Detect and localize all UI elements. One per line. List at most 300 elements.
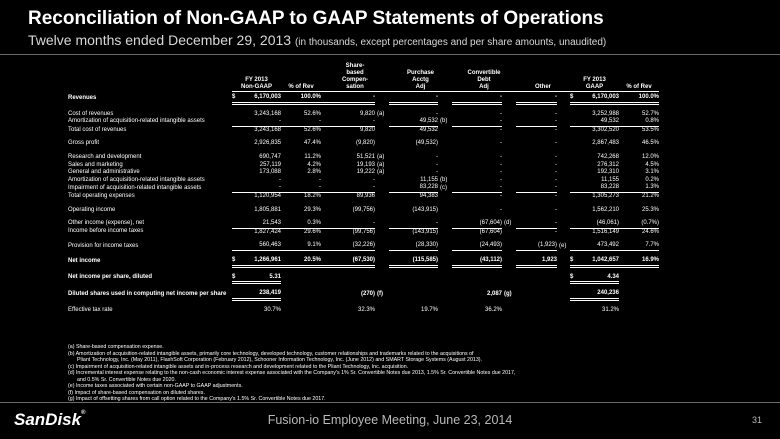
- footnote-line: (b) Amortization of acquisition-related intangible assets, primarily core technology, developed technology, customer relationships and trademarks related to the acquisitions of: [68, 350, 474, 357]
- header-cell: Adj: [452, 84, 516, 92]
- convertible-debt-footnote: [502, 274, 516, 283]
- convertible-debt-footnote: [502, 192, 516, 200]
- sbc-footnote: [375, 242, 389, 250]
- purchase-acctg-value: -: [389, 220, 438, 228]
- gaap-value: 3,252,988: [592, 110, 619, 117]
- sbc-value: -: [321, 118, 375, 126]
- other-value: -: [555, 161, 557, 168]
- other-value: -: [555, 169, 557, 176]
- gaap-value: 192,310: [597, 169, 619, 176]
- header-cell: [516, 63, 570, 70]
- gaap-value: 276,312: [597, 161, 619, 168]
- other-value: [516, 274, 557, 283]
- row-label: Cost of revenues: [68, 110, 114, 117]
- purchase-acctg-footnote: [438, 126, 452, 134]
- purchase-acctg-footnote: [438, 220, 452, 228]
- dollar-sign: [570, 154, 577, 162]
- non-gaap-pct: 47.4%: [303, 140, 321, 147]
- gaap-value: 6,170,003: [577, 94, 619, 103]
- sbc-footnote: (a): [377, 153, 385, 160]
- row-label: Provision for income taxes: [68, 242, 139, 249]
- sbc-footnote: [375, 177, 389, 185]
- row-label: Effective tax rate: [68, 306, 113, 313]
- non-gaap-pct: 9.1%: [281, 242, 321, 250]
- non-gaap-value: 21,543: [239, 220, 281, 228]
- purchase-acctg-footnote: (c): [440, 184, 447, 191]
- convertible-debt-value: -: [452, 184, 502, 192]
- row-label: Revenues: [68, 94, 97, 101]
- table-row: [68, 184, 700, 192]
- gaap-pct: 3.1%: [645, 169, 659, 176]
- sbc-value: (32,226): [321, 242, 375, 250]
- other-footnote: [557, 169, 570, 177]
- convertible-debt-footnote: (g): [504, 290, 512, 297]
- non-gaap-pct: -: [281, 184, 321, 192]
- row-label: General and administrative: [68, 169, 140, 176]
- other-footnote: [557, 126, 570, 134]
- spacer-row: [68, 299, 700, 307]
- purchase-acctg-footnote: [438, 242, 452, 250]
- non-gaap-pct: 4.2%: [307, 161, 321, 168]
- other-footnote: [557, 290, 570, 299]
- gaap-pct: [619, 274, 659, 283]
- sbc-footnote: [375, 257, 389, 266]
- gaap-pct: 25.3%: [641, 206, 659, 213]
- gaap-value: 3,302,520: [592, 126, 619, 133]
- other-value: -: [555, 140, 557, 147]
- sbc-value: (99,756): [352, 228, 375, 235]
- purchase-acctg-value: [389, 290, 438, 299]
- other-footnote: [557, 220, 570, 228]
- purchase-acctg-value: (28,330): [389, 242, 438, 250]
- other-value: -: [555, 126, 557, 133]
- gaap-pct: 53.5%: [641, 126, 659, 133]
- footnote-line: (f) Impact of share-based compensation on diluted shares.: [68, 389, 205, 396]
- header-cell: [232, 70, 281, 77]
- footnote-line: (g) Impact of offsetting shares from call option related to the Company's 1.5% Sr. Convertible Notes due 2017.: [68, 396, 326, 402]
- other-footnote: (e): [559, 242, 567, 249]
- other-footnote: [557, 274, 570, 283]
- convertible-debt-value: (67,604): [452, 220, 502, 228]
- gaap-pct: 4.5%: [645, 161, 659, 168]
- convertible-debt-value: [452, 274, 502, 283]
- non-gaap-value: 3,243,168: [254, 126, 281, 133]
- other-value: -: [516, 94, 557, 103]
- logo-text: SanDisk: [14, 410, 82, 429]
- dollar-sign: [570, 169, 577, 177]
- convertible-debt-footnote: [502, 94, 516, 103]
- footnote-line: and 0.5% Sr. Convertible Notes due 2020.: [77, 376, 176, 383]
- other-footnote: [557, 184, 570, 192]
- purchase-acctg-footnote: [438, 290, 452, 299]
- gaap-value: 473,492: [577, 242, 619, 250]
- non-gaap-pct: 0.3%: [281, 220, 321, 228]
- other-footnote: [557, 257, 570, 266]
- header-cell: sation: [321, 84, 389, 92]
- gaap-value: (46,061): [577, 220, 619, 228]
- sbc-footnote: [375, 307, 389, 315]
- table-row: [68, 118, 700, 126]
- non-gaap-value: 5.31: [239, 274, 281, 283]
- other-footnote: [557, 177, 570, 185]
- convertible-debt-footnote: [502, 177, 516, 185]
- purchase-acctg-footnote: [438, 192, 452, 200]
- reconciliation-table: [68, 63, 700, 314]
- gaap-pct: (0.7%): [619, 220, 659, 228]
- sandisk-logo: [14, 410, 86, 430]
- header-cell: [452, 63, 516, 70]
- purchase-acctg-value: (49,532): [415, 140, 438, 147]
- sbc-footnote: [375, 184, 389, 192]
- other-footnote: [557, 94, 570, 103]
- gaap-pct: 7.7%: [619, 242, 659, 250]
- footnote-line: Pliant Technology, Inc. (May 2011), FlashSoft Corporation (February 2012), Schooner Information Technology, Inc. (June 2012) and SMART Storage Systems (August 2013).: [77, 357, 483, 363]
- other-footnote: [557, 162, 570, 170]
- other-footnote: [557, 207, 570, 215]
- gaap-value: 1,305,273: [592, 192, 619, 199]
- purchase-acctg-value: -: [436, 161, 438, 168]
- sbc-footnote: (a): [377, 110, 385, 117]
- sbc-value: (270): [360, 290, 375, 297]
- spacer-cell: [68, 103, 700, 111]
- header-cell: Purchase: [406, 70, 434, 76]
- logo-registered-mark: ®: [81, 410, 86, 416]
- header-cell: [389, 63, 452, 70]
- header-cell: [619, 70, 659, 77]
- table-row: [68, 177, 700, 185]
- gaap-pct: 24.6%: [641, 228, 659, 235]
- purchase-acctg-value: -: [436, 153, 438, 160]
- other-value: -: [555, 176, 557, 183]
- spacer-row: [68, 266, 700, 274]
- sbc-value: (67,530): [321, 257, 375, 266]
- convertible-debt-value: 2,087: [486, 290, 502, 297]
- row-label: Operating income: [68, 206, 116, 213]
- slide-title: Reconciliation of Non-GAAP to GAAP Statements of Operations: [28, 8, 604, 29]
- convertible-debt-footnote: [502, 207, 516, 215]
- table-row: [68, 162, 700, 170]
- convertible-debt-value: -: [500, 153, 502, 160]
- non-gaap-value: 560,463: [239, 242, 281, 250]
- dollar-sign: [232, 162, 239, 170]
- other-value: -: [555, 206, 557, 213]
- convertible-debt-value: -: [500, 192, 502, 199]
- dollar-sign: [232, 242, 239, 250]
- sbc-value: 51,521: [356, 153, 375, 160]
- header-cell: % of Rev: [619, 84, 659, 92]
- non-gaap-value: 173,088: [259, 169, 281, 176]
- purchase-acctg-value: -: [436, 110, 438, 117]
- table-row: [68, 242, 700, 250]
- footnote-line: (a) Share-based compensation expense.: [68, 344, 164, 350]
- dollar-sign: $: [570, 257, 577, 266]
- spacer-cell: [68, 283, 700, 291]
- row-label: Net income per share, diluted: [68, 274, 153, 281]
- gaap-value: 1,042,657: [577, 257, 619, 266]
- gaap-pct: [619, 307, 659, 315]
- header-label-cell: [68, 63, 232, 70]
- sbc-value: 19,222: [356, 169, 375, 176]
- convertible-debt-value: (67,604): [479, 228, 502, 235]
- purchase-acctg-value: 49,532: [419, 126, 438, 133]
- purchase-acctg-footnote: [438, 257, 452, 266]
- dollar-sign: [232, 154, 239, 162]
- row-label: Amortization of acquisition-related intangible assets: [68, 176, 205, 183]
- convertible-debt-footnote: (d): [504, 220, 512, 227]
- header-label-cell: [68, 77, 232, 84]
- sbc-value: -: [321, 94, 375, 103]
- convertible-debt-value: -: [500, 169, 502, 176]
- convertible-debt-footnote: [502, 242, 516, 250]
- gaap-pct: 21.2%: [641, 192, 659, 199]
- convertible-debt-footnote: [502, 307, 516, 315]
- dollar-sign: $: [232, 257, 239, 266]
- spacer-cell: [68, 266, 700, 274]
- convertible-debt-value: -: [500, 140, 502, 147]
- dollar-sign: [570, 192, 577, 200]
- gaap-value: 2,867,483: [592, 140, 619, 147]
- table-row: [68, 274, 700, 283]
- dollar-sign: $: [570, 274, 577, 283]
- non-gaap-pct: 18.2%: [303, 192, 321, 199]
- convertible-debt-footnote: [502, 169, 516, 177]
- non-gaap-value: -: [279, 176, 281, 183]
- header-cell: FY 2013: [245, 77, 268, 83]
- gaap-pct: 46.5%: [641, 140, 659, 147]
- dollar-sign: [232, 220, 239, 228]
- row-label: Sales and marketing: [68, 161, 123, 168]
- header-cell: [281, 70, 321, 77]
- table-row: [68, 94, 700, 103]
- header-cell: % of Rev: [281, 84, 321, 92]
- other-value: -: [555, 228, 557, 235]
- sbc-value: 9,820: [359, 110, 375, 117]
- non-gaap-pct: 52.6%: [303, 110, 321, 117]
- header-cell: Adj: [389, 84, 452, 92]
- header-cell: [570, 70, 619, 77]
- other-footnote: [557, 228, 570, 236]
- non-gaap-value: 690,747: [259, 153, 281, 160]
- table-row: [68, 228, 700, 236]
- gaap-value: 1,516,149: [592, 228, 619, 235]
- header-label-cell: [68, 84, 232, 92]
- dollar-sign: [570, 126, 577, 134]
- convertible-debt-value: 36.2%: [484, 306, 502, 313]
- footer-caption: Fusion-io Employee Meeting, June 23, 2014: [267, 413, 513, 427]
- table-row: [68, 154, 700, 162]
- non-gaap-pct: 2.8%: [307, 169, 321, 176]
- row-label: Research and development: [68, 153, 142, 160]
- header-cell: [516, 70, 570, 77]
- sbc-value: (9,820): [355, 140, 375, 147]
- dollar-sign: [232, 140, 239, 148]
- header-cell: Non-GAAP: [232, 84, 281, 92]
- convertible-debt-footnote: [502, 140, 516, 148]
- gaap-pct: 0.8%: [619, 118, 659, 126]
- header-cell: [570, 63, 619, 70]
- purchase-acctg-value: 49,532: [389, 118, 438, 126]
- non-gaap-value: -: [239, 118, 281, 126]
- dollar-sign: [232, 228, 239, 236]
- non-gaap-value: 1,266,961: [239, 257, 281, 266]
- header-label-cell: [68, 70, 232, 77]
- other-value: 1,923: [516, 257, 557, 266]
- header-cell: Debt: [477, 77, 491, 83]
- purchase-acctg-value: -: [436, 169, 438, 176]
- purchase-acctg-footnote: [438, 307, 452, 315]
- dollar-sign: [570, 118, 577, 126]
- dollar-sign: [232, 111, 239, 119]
- sbc-footnote: [375, 207, 389, 215]
- convertible-debt-footnote: [502, 228, 516, 236]
- non-gaap-value: 238,419: [239, 290, 281, 299]
- row-label: Total cost of revenues: [68, 126, 127, 133]
- footer-divider: [0, 402, 780, 403]
- sbc-value: -: [321, 184, 375, 192]
- non-gaap-pct: 29.6%: [303, 228, 321, 235]
- row-label: Gross profit: [68, 140, 100, 147]
- gaap-value: 83,228: [577, 184, 619, 192]
- other-value: -: [555, 110, 557, 117]
- purchase-acctg-footnote: (b): [440, 176, 448, 183]
- non-gaap-value: 1,827,424: [254, 228, 281, 235]
- header-cell: Share-: [345, 63, 365, 69]
- gaap-pct: 100.0%: [619, 94, 659, 103]
- other-footnote: [557, 307, 570, 315]
- gaap-value: 11,155: [601, 176, 619, 183]
- slide-subtitle: [28, 32, 606, 48]
- non-gaap-value: -: [239, 184, 281, 192]
- dollar-sign: $: [570, 94, 577, 103]
- sbc-footnote: (a): [377, 169, 385, 176]
- non-gaap-pct: 100.0%: [281, 94, 321, 103]
- other-footnote: [557, 111, 570, 119]
- purchase-acctg-value: 94,383: [419, 192, 438, 199]
- convertible-debt-value: -: [452, 118, 502, 126]
- convertible-debt-footnote: [502, 154, 516, 162]
- spacer-row: [68, 103, 700, 111]
- gaap-value: 240,236: [577, 290, 619, 299]
- header-cell: based: [346, 70, 364, 76]
- header-row: [68, 70, 700, 77]
- title-divider: [0, 54, 780, 55]
- sbc-footnote: [375, 126, 389, 134]
- gaap-value: 31.2%: [601, 306, 619, 313]
- row-label: Income before income taxes: [68, 228, 144, 235]
- table-row: [68, 257, 700, 266]
- sbc-footnote: [375, 118, 389, 126]
- dollar-sign: [232, 177, 239, 185]
- header-cell: [619, 63, 659, 70]
- table-row: [68, 111, 700, 119]
- gaap-pct: 12.0%: [641, 153, 659, 160]
- non-gaap-pct: -: [281, 118, 321, 126]
- convertible-debt-value: -: [452, 94, 502, 103]
- table-row: [68, 290, 700, 299]
- row-label: Diluted shares used in computing net income per share: [68, 290, 227, 297]
- purchase-acctg-footnote: [438, 169, 452, 177]
- dollar-sign: [570, 207, 577, 215]
- sbc-footnote: (f): [377, 290, 383, 297]
- non-gaap-pct: -: [319, 176, 321, 183]
- convertible-debt-footnote: [502, 184, 516, 192]
- non-gaap-pct: [281, 307, 321, 315]
- purchase-acctg-value: [389, 274, 438, 283]
- gaap-value: 1,562,210: [592, 206, 619, 213]
- sbc-footnote: [375, 192, 389, 200]
- dollar-sign: [570, 140, 577, 148]
- sbc-value: 89,936: [356, 192, 375, 199]
- spacer-row: [68, 283, 700, 291]
- table-row: [68, 169, 700, 177]
- table-row: [68, 140, 700, 148]
- other-footnote: [557, 118, 570, 126]
- header-cell: FY 2013: [583, 77, 606, 83]
- sbc-footnote: [375, 220, 389, 228]
- non-gaap-pct: [281, 290, 321, 299]
- dollar-sign: [570, 184, 577, 192]
- purchase-acctg-footnote: [438, 162, 452, 170]
- convertible-debt-value: -: [500, 126, 502, 133]
- convertible-debt-footnote: [502, 111, 516, 119]
- header-cell: Convertible: [467, 70, 501, 76]
- convertible-debt-footnote: [502, 162, 516, 170]
- convertible-debt-value: -: [500, 161, 502, 168]
- gaap-pct: 0.2%: [645, 176, 659, 183]
- dollar-sign: $: [232, 274, 239, 283]
- dollar-sign: [232, 307, 239, 315]
- other-footnote: [557, 140, 570, 148]
- row-label: Net income: [68, 257, 101, 264]
- gaap-pct: 16.9%: [619, 257, 659, 266]
- row-label: Amortization of acquisition-related intangible assets: [68, 118, 205, 125]
- sbc-value: 32.3%: [357, 306, 375, 313]
- non-gaap-value: 3,243,168: [254, 110, 281, 117]
- header-cell: [281, 63, 321, 70]
- convertible-debt-footnote: [502, 118, 516, 126]
- dollar-sign: $: [232, 94, 239, 103]
- convertible-debt-value: -: [500, 110, 502, 117]
- header-cell: Compen-: [342, 77, 368, 83]
- gaap-value: 4.34: [577, 274, 619, 283]
- table-row: [68, 207, 700, 215]
- dollar-sign: [232, 207, 239, 215]
- subtitle-period: Twelve months ended December 29, 2013: [28, 32, 292, 48]
- header-row: [68, 63, 700, 70]
- sbc-footnote: [375, 228, 389, 236]
- spacer-cell: [68, 299, 700, 307]
- table-row: [68, 307, 700, 315]
- dollar-sign: [232, 118, 239, 126]
- other-value: [516, 290, 557, 299]
- row-label: Total operating expenses: [68, 192, 135, 199]
- other-footnote: [557, 192, 570, 200]
- other-value: -: [555, 192, 557, 199]
- row-label: Other income (expense), net: [68, 220, 145, 227]
- sbc-footnote: [375, 274, 389, 283]
- non-gaap-value: 1,120,954: [254, 192, 281, 199]
- page-number: 31: [751, 415, 762, 425]
- dollar-sign: [570, 242, 577, 250]
- purchase-acctg-footnote: [438, 274, 452, 283]
- gaap-value: 49,532: [577, 118, 619, 126]
- non-gaap-value: 1,805,881: [254, 206, 281, 213]
- other-value: -: [555, 153, 557, 160]
- footnote-line: (d) Incremental interest expense relating to the non-cash economic interest expense associated with the Company's 1% Sr. Convertible Notes due 2013, 1.5% Sr. Convertible Notes due 2017,: [68, 370, 516, 376]
- non-gaap-value: 257,119: [259, 161, 281, 168]
- other-value: -: [516, 220, 557, 228]
- sbc-value: 9,820: [359, 126, 375, 133]
